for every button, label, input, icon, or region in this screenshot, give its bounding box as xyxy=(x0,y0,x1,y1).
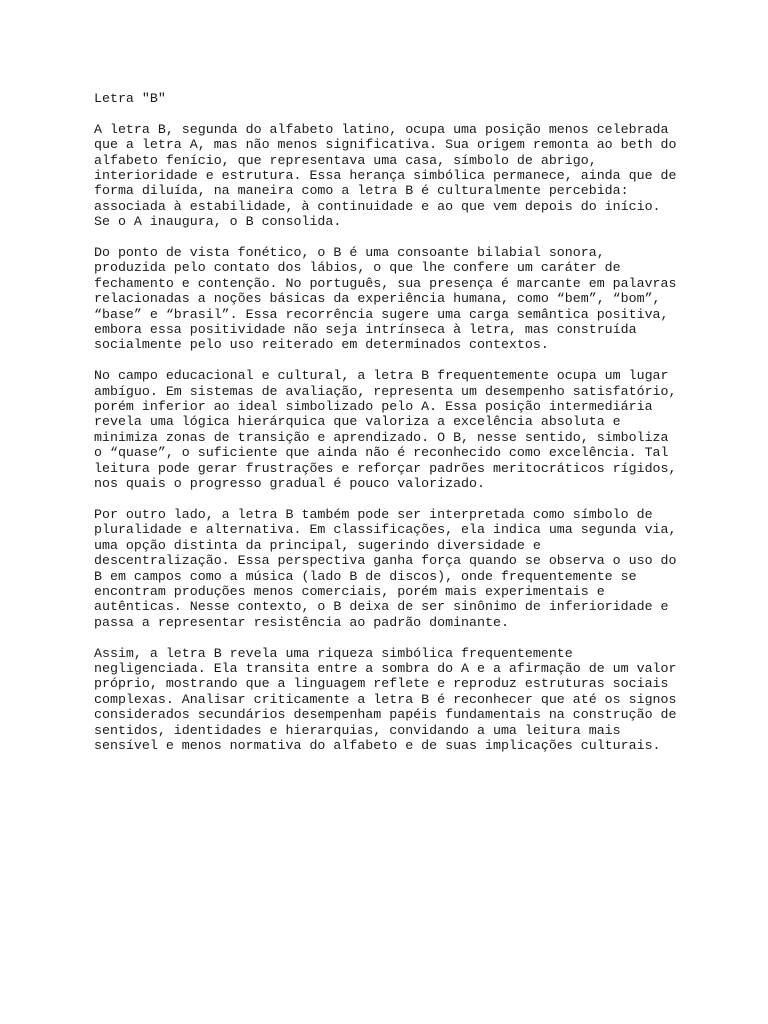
paragraph-2: Do ponto de vista fonético, o B é uma consoante bilabial sonora, produzida pelo contato dos lábios, o que lhe confere um caráter de fechamento e contenção. No português, sua presença é marcante em palavras relacionadas a noções básicas da experiência humana, como “bem”, “bom”, “base” e “brasil”. Essa recorrência sugere uma carga semântica positiva, embora essa positividade não seja intrínseca à letra, mas construída socialmente pelo uso reiterado em determinados contextos. xyxy=(94,245,677,353)
paragraph-3: No campo educacional e cultural, a letra B frequentemente ocupa um lugar ambíguo. Em sistemas de avaliação, representa um desempenho satisfatório, porém inferior ao ideal simbolizado pelo A. Essa posição intermediária revela uma lógica hierárquica que valoriza a excelência absoluta e minimiza zonas de transição e aprendizado. O B, nesse sentido, simboliza o “quase”, o suficiente que ainda não é reconhecido como excelência. Tal leitura pode gerar frustrações e reforçar padrões meritocráticos rígidos, nos quais o progresso gradual é pouco valorizado. xyxy=(94,368,677,492)
paragraph-1: A letra B, segunda do alfabeto latino, ocupa uma posição menos celebrada que a letra A, mas não menos significativa. Sua origem remonta ao beth do alfabeto fenício, que representava uma casa, símbolo de abrigo, interioridade e estrutura. Essa herança simbólica permanece, ainda que de forma diluída, na maneira como a letra B é culturalmente percebida: associada à estabilidade, à continuidade e ao que vem depois do início. Se o A inaugura, o B consolida. xyxy=(94,121,677,230)
paragraph-4: Por outro lado, a letra B também pode ser interpretada como símbolo de pluralidade e alternativa. Em classificações, ela indica uma segunda via, uma opção distinta da principal, sugerindo diversidade e descentralização. Essa perspectiva ganha força quando se observa o uso do B em campos como a música (lado B de discos), onde frequentemente se encontram produções menos comerciais, porém mais experimentais e autênticas. Nesse contexto, o B deixa de ser sinônimo de inferioridade e passa a representar resistência ao padrão dominante. xyxy=(94,506,677,630)
paragraph-5: Assim, a letra B revela uma riqueza simbólica frequentemente negligenciada. Ela transita entre a sombra do A e a afirmação de um valor próprio, mostrando que a linguagem reflete e reproduz estruturas sociais complexas. Analisar criticamente a letra B é reconhecer que até os signos considerados secundários desempenham papéis fundamentais na construção de sentidos, identidades e hierarquias, convidando a uma leitura mais sensível e menos normativa do alfabeto e de suas implicações culturais. xyxy=(94,645,677,753)
document-body xyxy=(94,91,684,769)
document-title: Letra "B" xyxy=(94,91,166,106)
